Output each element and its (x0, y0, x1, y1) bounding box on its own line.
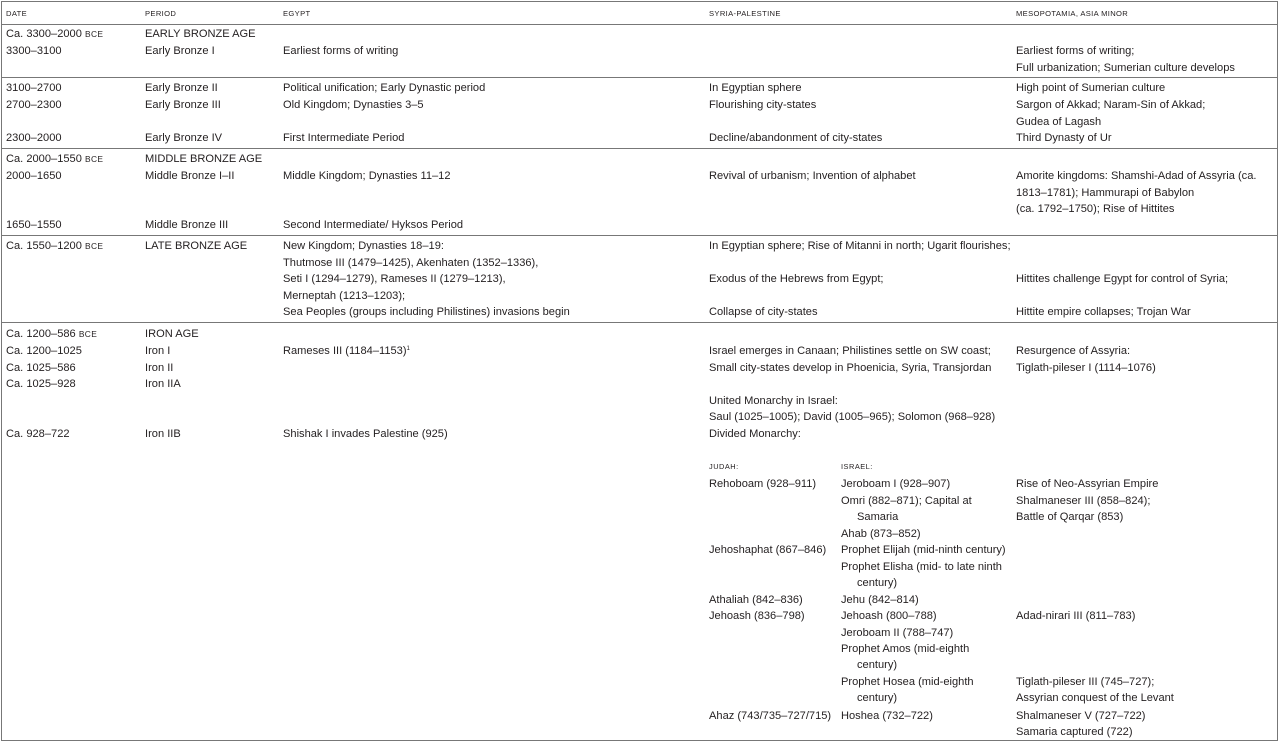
cell-syria-line: In Egyptian sphere; Rise of Mitanni in north; Ugarit flourishes; (709, 240, 1011, 252)
judah-king: Jehoash (836–798) (709, 610, 805, 622)
israel-king: Hoshea (732–722) (841, 710, 933, 722)
cell-meso: High point of Sumerian culture (1016, 82, 1166, 94)
cell-syria-line: Exodus of the Hebrews from Egypt; (709, 273, 884, 285)
era-heading: EARLY BRONZE AGE (145, 28, 256, 40)
header-rule (1, 24, 1278, 25)
cell-meso-line: 1813–1781); Hammurapi of Babylon (1016, 186, 1195, 199)
israel-king: Prophet Amos (mid-eighth (841, 643, 970, 655)
header-mesopotamia: MESOPOTAMIA, ASIA MINOR (1016, 9, 1129, 18)
cell-meso-line: Earliest forms of writing; (1016, 45, 1135, 57)
cell-date (6, 153, 103, 166)
mesopotamia-event: Shalmaneser III (858–824); (1016, 495, 1151, 507)
israel-king: Samaria (857, 511, 899, 523)
cell-period: Iron II (145, 362, 174, 374)
cell-period: Iron IIA (145, 378, 181, 390)
judah-label: JUDAH: (709, 462, 739, 471)
cell-egypt-line: Merneptah (1213–1203); (283, 290, 406, 302)
cell-date (6, 240, 103, 253)
cell-syria-line: United Monarchy in Israel: (709, 395, 838, 407)
header-period: PERIOD (145, 9, 177, 18)
israel-king: Prophet Elisha (mid- to late ninth (841, 561, 1002, 573)
cell-egypt-line: Thutmose III (1479–1425), Akenhaten (1352–1336), (283, 257, 539, 269)
israel-king: century) (857, 577, 898, 589)
cell-egypt: First Intermediate Period (283, 132, 405, 144)
footnote-marker: 1 (406, 346, 410, 352)
cell-syria: In Egyptian sphere (709, 82, 802, 94)
cell-date: 1650–1550 (6, 219, 62, 231)
table-border-top (1, 1, 1278, 2)
table-border-right (1277, 1, 1278, 741)
cell-period: Iron I (145, 345, 171, 357)
date-range: Ca. 1200–586 (6, 328, 76, 340)
cell-date: Ca. 1025–586 (6, 362, 76, 374)
section-rule (1, 322, 1278, 323)
mesopotamia-event: Adad-nirari III (811–783) (1016, 610, 1136, 622)
cell-meso: Third Dynasty of Ur (1016, 132, 1112, 144)
cell-syria: Decline/abandonment of city-states (709, 132, 883, 144)
cell-period: Iron IIB (145, 428, 181, 440)
cell-syria: Divided Monarchy: (709, 428, 801, 440)
cell-period: Middle Bronze III (145, 219, 229, 231)
israel-label: ISRAEL: (841, 462, 873, 471)
cell-meso: Tiglath-pileser I (1114–1076) (1016, 362, 1156, 374)
cell-date: 2300–2000 (6, 132, 62, 144)
cell-syria-line: Saul (1025–1005); David (1005–965); Solomon (968–928) (709, 411, 996, 423)
cell-syria: Flourishing city-states (709, 99, 817, 111)
israel-king: Omri (882–871); Capital at (841, 495, 972, 507)
header-date: DATE (6, 9, 28, 18)
cell-date (6, 328, 97, 341)
judah-king: Ahaz (743/735–727/715) (709, 710, 832, 722)
date-range: Ca. 3300–2000 (6, 28, 82, 40)
israel-king: Ahab (873–852) (841, 528, 921, 540)
mesopotamia-event: Battle of Qarqar (853) (1016, 511, 1124, 523)
israel-king: century) (857, 692, 898, 704)
section-rule (1, 148, 1278, 149)
era-suffix: BCE (78, 329, 98, 339)
cell-date: Ca. 1200–1025 (6, 345, 82, 357)
cell-egypt: Shishak I invades Palestine (925) (283, 428, 448, 440)
cell-egypt-line: Seti I (1294–1279), Rameses II (1279–1213), (283, 273, 506, 285)
israel-king: Jehoash (800–788) (841, 610, 937, 622)
era-heading: MIDDLE BRONZE AGE (145, 153, 263, 165)
israel-king: Prophet Elijah (mid-ninth century) (841, 544, 1006, 556)
cell-egypt-text: Rameses III (1184–1153) (283, 345, 407, 357)
cell-egypt-line: Sea Peoples (groups including Philistines) invasions begin (283, 306, 570, 318)
cell-period: Early Bronze II (145, 82, 218, 94)
cell-egypt-line: New Kingdom; Dynasties 18–19: (283, 240, 444, 252)
mesopotamia-event: Assyrian conquest of the Levant (1016, 692, 1174, 704)
cell-meso-line: Gudea of Lagash (1016, 115, 1102, 128)
cell-meso-line: Hittites challenge Egypt for control of Syria; (1016, 273, 1229, 285)
cell-syria: Revival of urbanism; Invention of alphabet (709, 170, 916, 182)
cell-period: Early Bronze III (145, 99, 221, 111)
cell-period: Early Bronze I (145, 45, 215, 57)
header-syria-palestine: SYRIA-PALESTINE (709, 9, 781, 18)
cell-meso-line: Sargon of Akkad; Naram-Sin of Akkad; (1016, 99, 1206, 111)
table-border-left (1, 1, 2, 741)
header-egypt: EGYPT (283, 9, 311, 18)
cell-meso: Resurgence of Assyria: (1016, 345, 1131, 357)
cell-meso-line: Hittite empire collapses; Trojan War (1016, 306, 1191, 318)
cell-meso-line: Amorite kingdoms: Shamshi-Adad of Assyria (ca. (1016, 170, 1257, 182)
cell-egypt: Political unification; Early Dynastic period (283, 82, 486, 94)
cell-syria: Small city-states develop in Phoenicia, Syria, Transjordan (709, 362, 992, 374)
cell-date: Ca. 928–722 (6, 428, 70, 440)
cell-egypt: Second Intermediate/ Hyksos Period (283, 219, 464, 231)
cell-date (6, 28, 103, 41)
judah-king: Athaliah (842–836) (709, 594, 803, 606)
mesopotamia-event: Shalmaneser V (727–722) (1016, 710, 1146, 722)
mesopotamia-event: Tiglath-pileser III (745–727); (1016, 676, 1155, 688)
cell-date: 3100–2700 (6, 82, 62, 94)
era-heading: LATE BRONZE AGE (145, 240, 248, 252)
israel-king: Jeroboam I (928–907) (841, 478, 951, 490)
judah-king: Jehoshaphat (867–846) (709, 544, 827, 556)
judah-king: Rehoboam (928–911) (709, 478, 817, 490)
cell-date: 2000–1650 (6, 170, 62, 182)
era-suffix: BCE (84, 29, 104, 39)
israel-king: Jehu (842–814) (841, 594, 919, 606)
section-rule (1, 235, 1278, 236)
cell-syria-line: Collapse of city-states (709, 306, 818, 318)
era-heading: IRON AGE (145, 328, 199, 340)
cell-date: 3300–3100 (6, 45, 62, 57)
date-range: Ca. 2000–1550 (6, 153, 82, 165)
era-suffix: BCE (84, 241, 104, 251)
cell-period: Middle Bronze I–II (145, 170, 235, 182)
mesopotamia-event: Samaria captured (722) (1016, 726, 1133, 738)
date-range: Ca. 1550–1200 (6, 240, 82, 252)
section-rule (1, 77, 1278, 78)
cell-date: 2700–2300 (6, 99, 62, 111)
cell-egypt: Old Kingdom; Dynasties 3–5 (283, 99, 424, 111)
era-suffix: BCE (84, 154, 104, 164)
cell-syria: Israel emerges in Canaan; Philistines settle on SW coast; (709, 345, 991, 357)
israel-king: Jeroboam II (788–747) (841, 627, 954, 639)
cell-period: Early Bronze IV (145, 132, 223, 144)
cell-egypt: Earliest forms of writing (283, 45, 399, 57)
cell-egypt: Middle Kingdom; Dynasties 11–12 (283, 170, 451, 182)
cell-meso-line: (ca. 1792–1750); Rise of Hittites (1016, 203, 1175, 216)
israel-king: Prophet Hosea (mid-eighth (841, 676, 974, 688)
mesopotamia-event: Rise of Neo-Assyrian Empire (1016, 478, 1159, 490)
table-border-bottom (1, 740, 1278, 741)
cell-meso-line: Full urbanization; Sumerian culture develops (1016, 61, 1235, 74)
cell-egypt (283, 345, 410, 358)
cell-date: Ca. 1025–928 (6, 378, 76, 390)
israel-king: century) (857, 659, 898, 671)
